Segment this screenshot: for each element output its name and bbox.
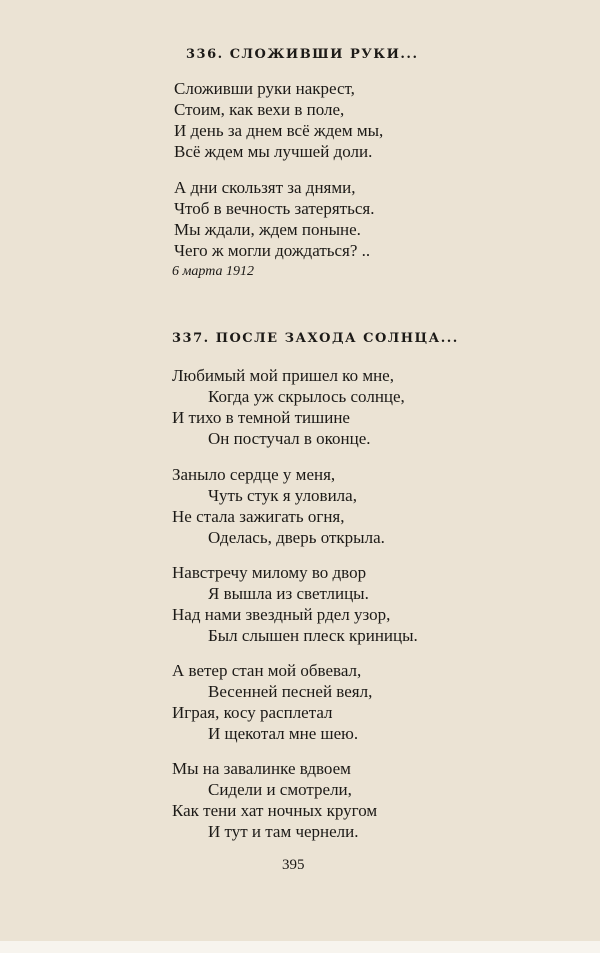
poem-title-336: 336. СЛОЖИВШИ РУКИ... [186,47,419,62]
poem-line: Чтоб в вечность затеряться. [174,199,375,218]
poem-line: Когда уж скрылось солнце, [208,387,405,406]
poem-line: И день за днем всё ждем мы, [174,121,384,140]
poem-line: Мы на завалинке вдвоем [172,759,351,778]
page-edge [0,941,600,953]
poem-line: И тихо в темной тишине [172,408,350,427]
poem-line: Навстречу милому во двор [172,563,367,582]
poem-title-337: 337. ПОСЛЕ ЗАХОДА СОЛНЦА... [172,331,459,346]
poem-line: И тут и там чернели. [208,822,359,841]
poem-date: 6 марта 1912 [172,264,255,279]
poem-line: Мы ждали, ждем поныне. [174,220,361,239]
poem-line: Оделась, дверь открыла. [208,528,385,547]
poem-line: Стоим, как вехи в поле, [174,100,345,119]
page-number: 395 [282,857,305,873]
poem-line: Он постучал в оконце. [208,429,371,448]
poem-line: Был слышен плеск криницы. [208,626,418,645]
poem-line: Как тени хат ночных кругом [172,801,378,820]
poem-line: Над нами звездный рдел узор, [172,605,391,624]
poem-line: И щекотал мне шею. [208,724,359,743]
poem-line: А дни скользят за днями, [174,178,356,197]
poem-line: Заныло сердце у меня, [172,465,336,484]
poem-line: Всё ждем мы лучшей доли. [174,142,373,161]
poem-line: Сидели и смотрели, [208,780,352,799]
poem-line: Не стала зажигать огня, [172,507,345,526]
poem-line: Я вышла из светлицы. [208,584,369,603]
poem-line: Чего ж могли дождаться? .. [174,241,371,260]
poem-line: Сложивши руки накрест, [174,79,355,98]
poem-line: А ветер стан мой обвевал, [172,661,362,680]
poem-line: Чуть стук я уловила, [208,486,357,505]
poem-line: Весенней песней веял, [208,682,373,701]
poem-line: Играя, косу расплетал [172,703,333,722]
poem-line: Любимый мой пришел ко мне, [172,366,394,385]
